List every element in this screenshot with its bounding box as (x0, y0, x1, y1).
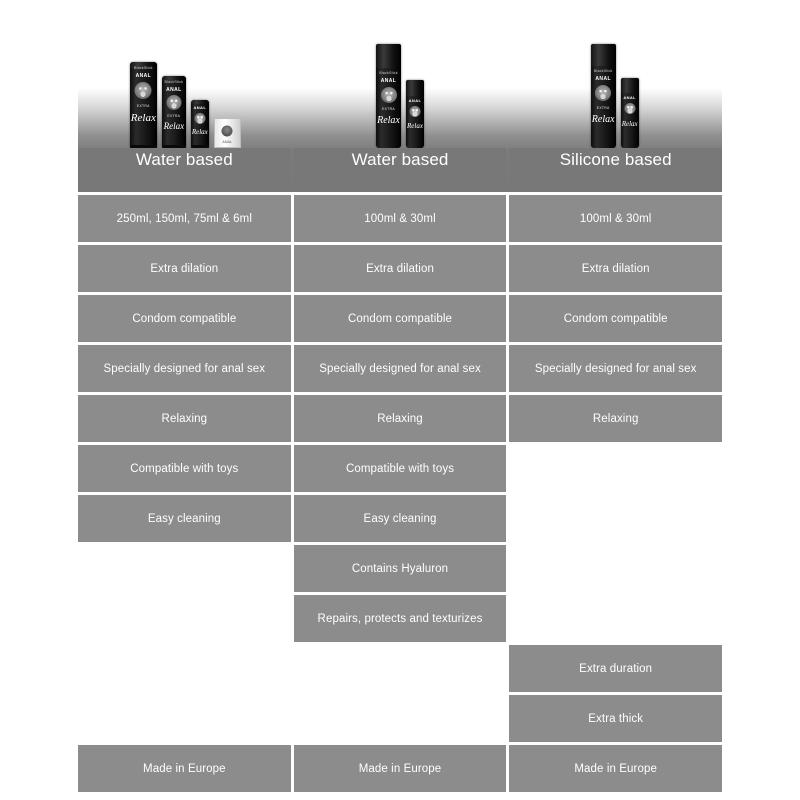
product-tube-75ml: ANAL Relax (191, 100, 209, 148)
product-tube-250ml: BlackStick ANAL EXTRA Relax (130, 62, 157, 148)
feature-cell: Made in Europe (509, 745, 722, 792)
feature-cell: 100ml & 30ml (294, 195, 507, 242)
table-row (78, 295, 722, 342)
table-row (78, 745, 722, 792)
table-row (78, 545, 722, 592)
feature-cell: 250ml, 150ml, 75ml & 6ml (78, 195, 291, 242)
feature-cell-empty (78, 595, 291, 642)
feature-cell: Compatible with toys (294, 445, 507, 492)
feature-cell-empty (294, 695, 507, 742)
table-row (78, 195, 722, 242)
column-header-2: Water based (294, 148, 507, 192)
feature-cell-empty (509, 495, 722, 542)
column-header-3: Silicone based (509, 148, 722, 192)
feature-cell: Condom compatible (509, 295, 722, 342)
feature-cell: Extra dilation (509, 245, 722, 292)
column-header-1: Water based (78, 148, 291, 192)
feature-cell: Extra dilation (294, 245, 507, 292)
table-row (78, 645, 722, 692)
feature-cell: Specially designed for anal sex (509, 345, 722, 392)
feature-cell: Condom compatible (78, 295, 291, 342)
table-row (78, 695, 722, 742)
feature-cell-empty (78, 545, 291, 592)
feature-cell-empty (78, 695, 291, 742)
table-row (78, 445, 722, 492)
feature-cell: Contains Hyaluron (294, 545, 507, 592)
feature-cell-empty (78, 645, 291, 692)
feature-cell: Extra dilation (78, 245, 291, 292)
feature-cell: Extra duration (509, 645, 722, 692)
feature-cell-empty (294, 645, 507, 692)
table-header-row (78, 148, 722, 192)
product-spray-30ml: ANAL Relax (406, 80, 424, 148)
feature-cell: Extra thick (509, 695, 722, 742)
feature-cell: Specially designed for anal sex (294, 345, 507, 392)
feature-cell: Relaxing (294, 395, 507, 442)
feature-cell: 100ml & 30ml (509, 195, 722, 242)
product-silicone-30ml: ANAL Relax (621, 78, 639, 148)
table-row (78, 245, 722, 292)
feature-cell: Repairs, protects and texturizes (294, 595, 507, 642)
feature-cell: Specially designed for anal sex (78, 345, 291, 392)
feature-cell-empty (509, 545, 722, 592)
table-row (78, 395, 722, 442)
feature-cell: Made in Europe (78, 745, 291, 792)
product-box-6ml: ANAL (214, 118, 241, 148)
feature-cell: Condom compatible (294, 295, 507, 342)
feature-cell-empty (509, 445, 722, 492)
product-silicone-100ml: BlackStick ANAL EXTRA Relax (591, 44, 616, 148)
table-row (78, 495, 722, 542)
product-spray-100ml: BlackStick ANAL EXTRA Relax (376, 44, 401, 148)
table-row (78, 595, 722, 642)
feature-cell: Easy cleaning (294, 495, 507, 542)
feature-cell-empty (509, 595, 722, 642)
feature-cell: Made in Europe (294, 745, 507, 792)
product-tube-150ml: BlackStick ANAL EXTRA Relax (162, 76, 186, 148)
comparison-table (78, 148, 722, 792)
feature-cell: Easy cleaning (78, 495, 291, 542)
table-row (78, 345, 722, 392)
feature-cell: Compatible with toys (78, 445, 291, 492)
feature-cell: Relaxing (78, 395, 291, 442)
feature-cell: Relaxing (509, 395, 722, 442)
